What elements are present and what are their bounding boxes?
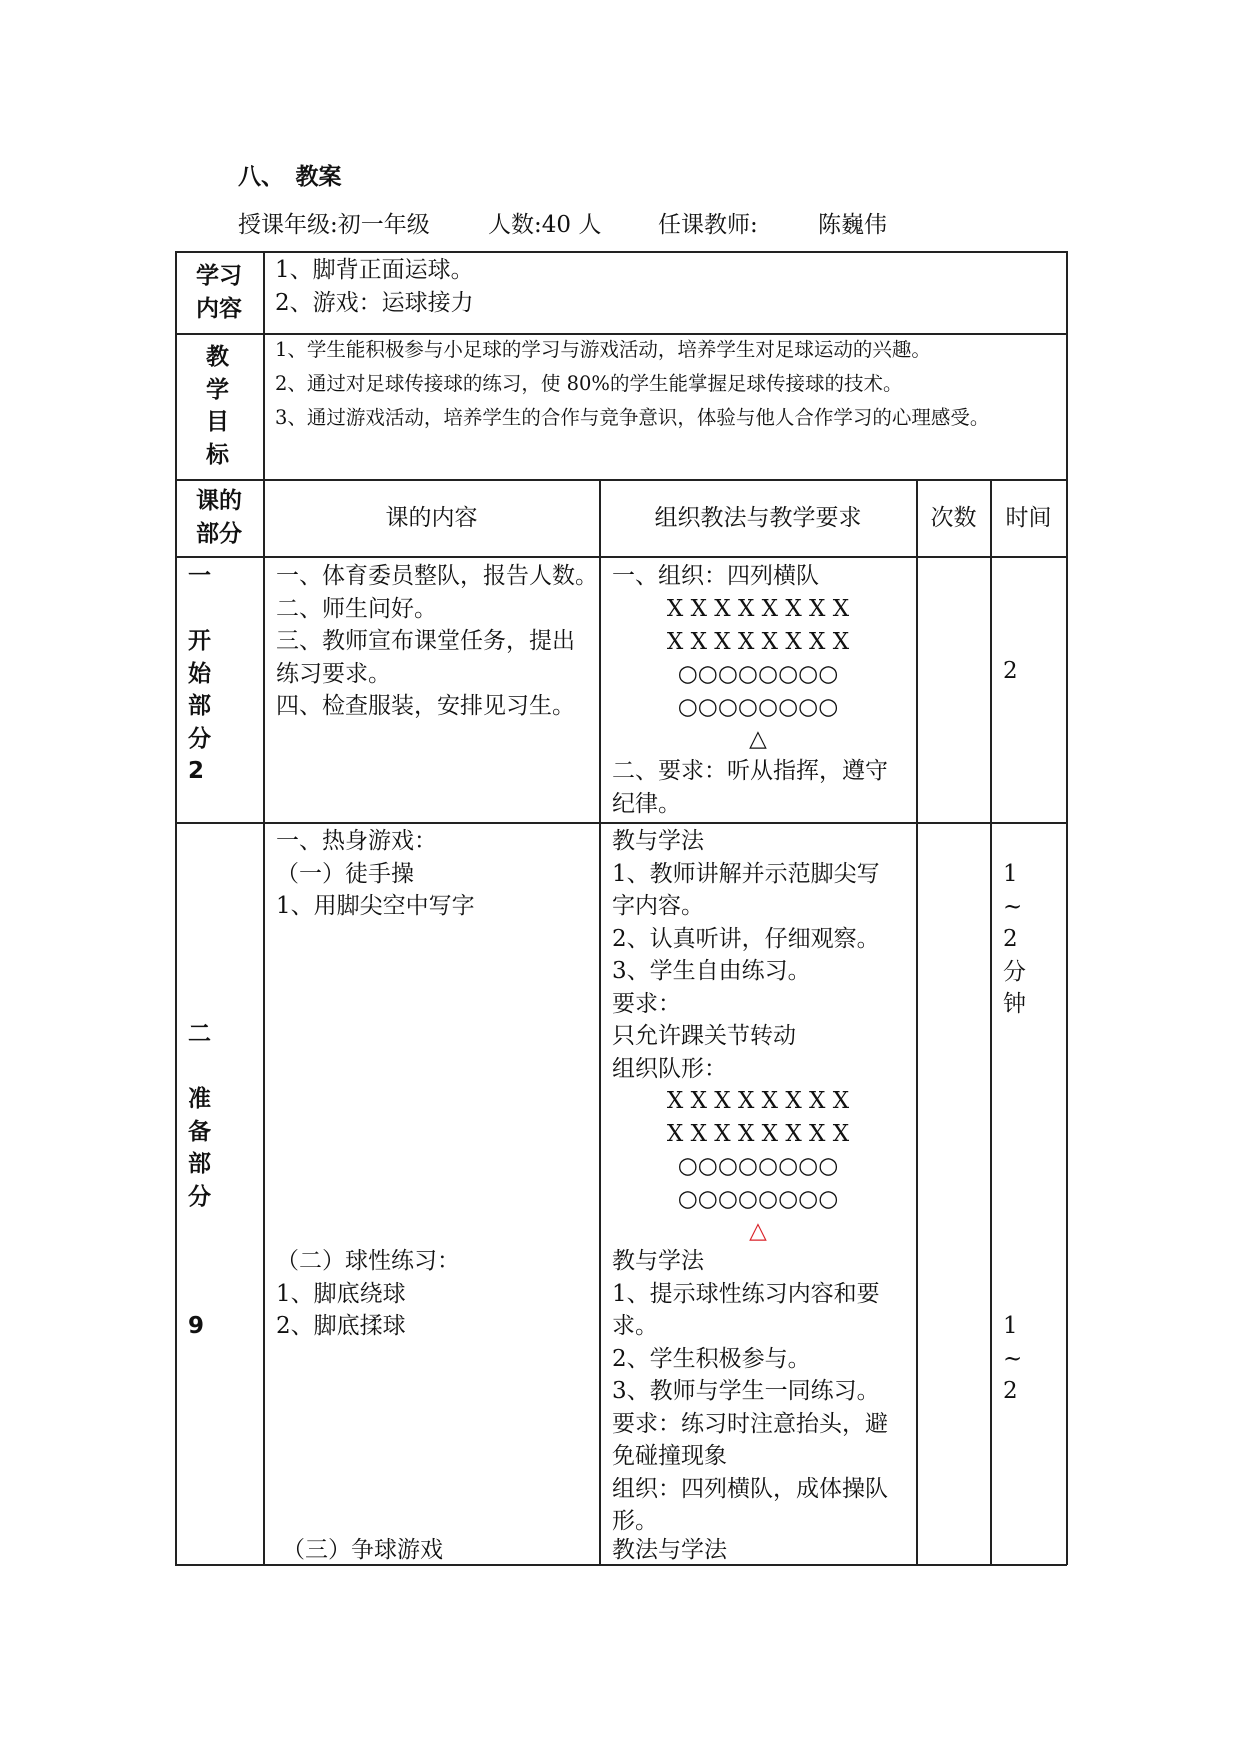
section2-content-c: （三）争球游戏 [282, 1537, 443, 1563]
goals-items [275, 333, 989, 435]
teacher-name: 陈巍伟 [818, 212, 887, 238]
list-item: （二）球性练习： [276, 1248, 460, 1274]
section2-method-a: 教与学法 1、教师讲解并示范脚尖写 字内容。 2、认真听讲，仔细观察。 3、学生自由练习。 要求： 只允许踝关节转动 组织队形： [612, 828, 880, 1082]
section1-content [276, 560, 598, 723]
list-item: 练习要求。 [276, 660, 391, 687]
section2-time-b: 1 ~ 2 [1003, 1313, 1023, 1404]
learning-label: 学习 内容 [196, 263, 242, 322]
grade-label: 授课年级:初一年级 [238, 212, 430, 238]
teacher-triangle-icon: △ [749, 726, 767, 752]
list-item: 3、通过游戏活动，培养学生的合作与竞争意识，体验与他人合作学习的心理感受。 [275, 406, 990, 429]
section2-method-c: 教法与学法 [612, 1537, 727, 1563]
header-times: 次数 [930, 505, 977, 531]
list-item: 三、教师宣布课堂任务，提出 [276, 628, 575, 654]
header-time: 时间 [1005, 505, 1052, 531]
list-item: 一、体育委员整队，报告人数。 [276, 563, 598, 589]
header-part: 课的 部分 [196, 488, 242, 547]
section1-method: 一、组织：四列横队 [612, 563, 819, 589]
teacher-triangle-icon: △ [749, 1218, 767, 1244]
student-count: 人数:40 人 [488, 212, 602, 238]
section1-formation [600, 593, 916, 756]
formation-row: ○○○○○○○○ [677, 661, 839, 687]
list-item: 一、热身游戏： [276, 828, 437, 854]
header-method: 组织教法与教学要求 [654, 505, 862, 531]
section2-content-b [276, 1245, 460, 1343]
formation-row: ○○○○○○○○ [677, 1185, 839, 1212]
section2-time-a: 1 ~ 2 分 钟 [1003, 861, 1026, 1017]
list-item: 1、学生能积极参与小足球的学习与游戏活动，培养学生对足球运动的兴趣。 [275, 338, 931, 361]
section2-method-b: 教与学法 1、提示球性练习内容和要 求。 2、学生积极参与。 3、教师与学生一同练习。 要求：练习时注意抬头，避 免碰撞现象 组织：四列横队，成体操队 形。 [612, 1248, 888, 1534]
list-item: （一）徒手操 [276, 860, 414, 887]
section2-label: 二 准 备 部 分 [188, 1021, 211, 1210]
list-item: 二、师生问好。 [276, 595, 437, 622]
list-item: 1、脚背正面运球。 [275, 257, 474, 283]
formation-row: X X X X X X X X [666, 1088, 850, 1114]
header-content: 课的内容 [385, 505, 478, 531]
section2-formation [600, 1085, 916, 1248]
formation-row: X X X X X X X X [666, 628, 850, 655]
list-item: 2、脚底揉球 [276, 1313, 406, 1339]
formation-row: X X X X X X X X [666, 1120, 850, 1147]
section1-time: 2 [1003, 658, 1018, 684]
teacher-label: 任课教师: [658, 212, 758, 238]
list-item: 2、游戏：运球接力 [275, 289, 474, 316]
section1-requirement: 二、要求：听从指挥，遵守 纪律。 [612, 758, 888, 817]
formation-row: ○○○○○○○○ [677, 693, 839, 720]
goals-label: 教 学 目 标 [206, 344, 229, 468]
list-item: 1、用脚尖空中写字 [276, 893, 475, 919]
section2-label-number: 9 [188, 1313, 205, 1339]
page-heading: 八、 教案 [238, 163, 342, 190]
learning-items [275, 254, 474, 319]
section2-content-a [276, 825, 475, 923]
formation-row: ○○○○○○○○ [677, 1153, 839, 1179]
list-item: 2、通过对足球传接球的练习，使 80%的学生能掌握足球传接球的技术。 [275, 372, 903, 395]
list-item: 1、脚底绕球 [276, 1280, 406, 1307]
formation-row: X X X X X X X X [666, 596, 850, 622]
list-item: 四、检查服装，安排见习生。 [276, 693, 575, 719]
section1-label: 一 开 始 部 分 2 [188, 563, 211, 784]
